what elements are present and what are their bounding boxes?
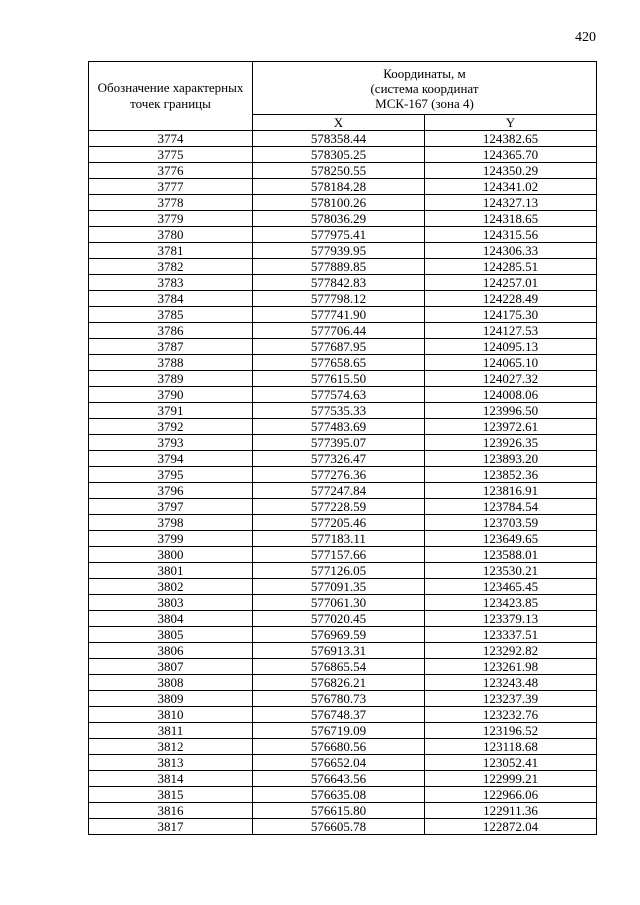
cell-point: 3811 (89, 723, 253, 739)
cell-y: 123703.59 (425, 515, 597, 531)
cell-y: 122872.04 (425, 819, 597, 835)
cell-y: 123118.68 (425, 739, 597, 755)
cell-y: 123816.91 (425, 483, 597, 499)
table-row (89, 147, 597, 163)
cell-x: 577706.44 (253, 323, 425, 339)
cell-y: 124127.53 (425, 323, 597, 339)
table-row (89, 467, 597, 483)
cell-y: 123852.36 (425, 467, 597, 483)
cell-x: 576605.78 (253, 819, 425, 835)
table-row (89, 323, 597, 339)
cell-point: 3809 (89, 691, 253, 707)
cell-x: 576643.56 (253, 771, 425, 787)
header-x: X (253, 115, 425, 131)
cell-x: 577975.41 (253, 227, 425, 243)
cell-x: 576865.54 (253, 659, 425, 675)
cell-y: 124350.29 (425, 163, 597, 179)
cell-x: 577020.45 (253, 611, 425, 627)
cell-x: 578036.29 (253, 211, 425, 227)
cell-x: 577535.33 (253, 403, 425, 419)
cell-y: 123972.61 (425, 419, 597, 435)
cell-x: 577687.95 (253, 339, 425, 355)
cell-point: 3788 (89, 355, 253, 371)
cell-x: 577091.35 (253, 579, 425, 595)
cell-x: 577228.59 (253, 499, 425, 515)
table-row (89, 579, 597, 595)
cell-x: 578100.26 (253, 195, 425, 211)
cell-point: 3802 (89, 579, 253, 595)
cell-point: 3786 (89, 323, 253, 339)
cell-y: 122911.36 (425, 803, 597, 819)
cell-point: 3791 (89, 403, 253, 419)
cell-point: 3790 (89, 387, 253, 403)
cell-x: 576615.80 (253, 803, 425, 819)
table-row (89, 403, 597, 419)
cell-point: 3813 (89, 755, 253, 771)
table-row (89, 227, 597, 243)
cell-y: 123784.54 (425, 499, 597, 515)
header-coordinates-line1: Координаты, м (383, 65, 466, 81)
table-row (89, 387, 597, 403)
cell-y: 124327.13 (425, 195, 597, 211)
table-row (89, 163, 597, 179)
header-coordinates (253, 62, 597, 115)
cell-y: 124315.56 (425, 227, 597, 243)
cell-x: 577157.66 (253, 547, 425, 563)
cell-y: 124365.70 (425, 147, 597, 163)
header-point-designation: Обозначение характерных точек границы (89, 62, 253, 131)
cell-point: 3794 (89, 451, 253, 467)
cell-x: 576635.08 (253, 787, 425, 803)
table-row (89, 259, 597, 275)
cell-y: 123261.98 (425, 659, 597, 675)
cell-x: 577939.95 (253, 243, 425, 259)
table-row (89, 499, 597, 515)
cell-point: 3812 (89, 739, 253, 755)
table-row (89, 675, 597, 691)
cell-x: 577798.12 (253, 291, 425, 307)
table-row (89, 771, 597, 787)
cell-point: 3805 (89, 627, 253, 643)
cell-x: 577061.30 (253, 595, 425, 611)
cell-point: 3810 (89, 707, 253, 723)
cell-y: 123423.85 (425, 595, 597, 611)
cell-point: 3776 (89, 163, 253, 179)
header-coordinates-line3: МСК-167 (зона 4) (375, 95, 474, 111)
cell-x: 576680.56 (253, 739, 425, 755)
cell-y: 123893.20 (425, 451, 597, 467)
cell-y: 123232.76 (425, 707, 597, 723)
cell-y: 123196.52 (425, 723, 597, 739)
cell-y: 123996.50 (425, 403, 597, 419)
table-row (89, 355, 597, 371)
table-row (89, 547, 597, 563)
cell-y: 123649.65 (425, 531, 597, 547)
cell-y: 123243.48 (425, 675, 597, 691)
cell-x: 577658.65 (253, 355, 425, 371)
cell-point: 3804 (89, 611, 253, 627)
cell-x: 577183.11 (253, 531, 425, 547)
cell-point: 3798 (89, 515, 253, 531)
cell-y: 123465.45 (425, 579, 597, 595)
cell-point: 3797 (89, 499, 253, 515)
cell-y: 124285.51 (425, 259, 597, 275)
cell-y: 124027.32 (425, 371, 597, 387)
cell-point: 3778 (89, 195, 253, 211)
table-row (89, 179, 597, 195)
table-row (89, 371, 597, 387)
cell-y: 123588.01 (425, 547, 597, 563)
table-row (89, 195, 597, 211)
cell-point: 3801 (89, 563, 253, 579)
cell-point: 3784 (89, 291, 253, 307)
table-row (89, 691, 597, 707)
cell-point: 3777 (89, 179, 253, 195)
cell-point: 3781 (89, 243, 253, 259)
table-row (89, 419, 597, 435)
cell-x: 576748.37 (253, 707, 425, 723)
cell-point: 3774 (89, 131, 253, 147)
cell-y: 124065.10 (425, 355, 597, 371)
cell-point: 3792 (89, 419, 253, 435)
cell-point: 3787 (89, 339, 253, 355)
cell-x: 576780.73 (253, 691, 425, 707)
table-row (89, 291, 597, 307)
cell-x: 578305.25 (253, 147, 425, 163)
cell-y: 123337.51 (425, 627, 597, 643)
cell-x: 577395.07 (253, 435, 425, 451)
page-number: 420 (575, 30, 596, 45)
cell-point: 3782 (89, 259, 253, 275)
cell-x: 577615.50 (253, 371, 425, 387)
cell-y: 122999.21 (425, 771, 597, 787)
cell-y: 124341.02 (425, 179, 597, 195)
cell-point: 3795 (89, 467, 253, 483)
table-row (89, 515, 597, 531)
cell-point: 3808 (89, 675, 253, 691)
cell-x: 577205.46 (253, 515, 425, 531)
table-row (89, 483, 597, 499)
table-row (89, 131, 597, 147)
cell-x: 577574.63 (253, 387, 425, 403)
cell-point: 3799 (89, 531, 253, 547)
table-row (89, 755, 597, 771)
coordinates-table (88, 61, 597, 835)
cell-point: 3783 (89, 275, 253, 291)
table-row (89, 611, 597, 627)
cell-y: 123530.21 (425, 563, 597, 579)
cell-x: 577326.47 (253, 451, 425, 467)
cell-point: 3816 (89, 803, 253, 819)
cell-point: 3803 (89, 595, 253, 611)
table-row (89, 275, 597, 291)
table-row (89, 803, 597, 819)
cell-x: 577126.05 (253, 563, 425, 579)
cell-point: 3796 (89, 483, 253, 499)
cell-y: 124318.65 (425, 211, 597, 227)
table-row (89, 659, 597, 675)
table-row (89, 723, 597, 739)
table-row (89, 531, 597, 547)
table-row (89, 563, 597, 579)
cell-point: 3793 (89, 435, 253, 451)
cell-point: 3775 (89, 147, 253, 163)
cell-y: 123052.41 (425, 755, 597, 771)
table-row (89, 451, 597, 467)
table-row (89, 787, 597, 803)
cell-y: 123292.82 (425, 643, 597, 659)
cell-x: 577741.90 (253, 307, 425, 323)
table-body (89, 131, 597, 835)
cell-x: 577247.84 (253, 483, 425, 499)
table-row (89, 211, 597, 227)
table-row (89, 435, 597, 451)
cell-y: 124257.01 (425, 275, 597, 291)
table-row (89, 627, 597, 643)
cell-point: 3789 (89, 371, 253, 387)
table-row (89, 707, 597, 723)
cell-x: 578184.28 (253, 179, 425, 195)
table-row (89, 339, 597, 355)
cell-point: 3779 (89, 211, 253, 227)
cell-x: 576969.59 (253, 627, 425, 643)
cell-y: 123237.39 (425, 691, 597, 707)
table-row (89, 739, 597, 755)
cell-point: 3806 (89, 643, 253, 659)
cell-point: 3817 (89, 819, 253, 835)
cell-x: 577483.69 (253, 419, 425, 435)
cell-point: 3814 (89, 771, 253, 787)
cell-x: 576652.04 (253, 755, 425, 771)
cell-y: 124095.13 (425, 339, 597, 355)
cell-point: 3800 (89, 547, 253, 563)
cell-y: 122966.06 (425, 787, 597, 803)
cell-x: 576913.31 (253, 643, 425, 659)
table-row (89, 243, 597, 259)
table-row (89, 307, 597, 323)
table-row (89, 643, 597, 659)
header-coordinates-line2: (система координат (370, 80, 479, 96)
cell-x: 578250.55 (253, 163, 425, 179)
cell-y: 124306.33 (425, 243, 597, 259)
table-row (89, 595, 597, 611)
cell-y: 123379.13 (425, 611, 597, 627)
cell-point: 3780 (89, 227, 253, 243)
cell-point: 3807 (89, 659, 253, 675)
cell-x: 576719.09 (253, 723, 425, 739)
cell-x: 577842.83 (253, 275, 425, 291)
cell-point: 3815 (89, 787, 253, 803)
cell-point: 3785 (89, 307, 253, 323)
cell-y: 123926.35 (425, 435, 597, 451)
cell-x: 577276.36 (253, 467, 425, 483)
cell-y: 124175.30 (425, 307, 597, 323)
header-y: Y (425, 115, 597, 131)
cell-x: 578358.44 (253, 131, 425, 147)
cell-y: 124382.65 (425, 131, 597, 147)
table-row (89, 819, 597, 835)
cell-y: 124228.49 (425, 291, 597, 307)
cell-x: 577889.85 (253, 259, 425, 275)
cell-y: 124008.06 (425, 387, 597, 403)
cell-x: 576826.21 (253, 675, 425, 691)
